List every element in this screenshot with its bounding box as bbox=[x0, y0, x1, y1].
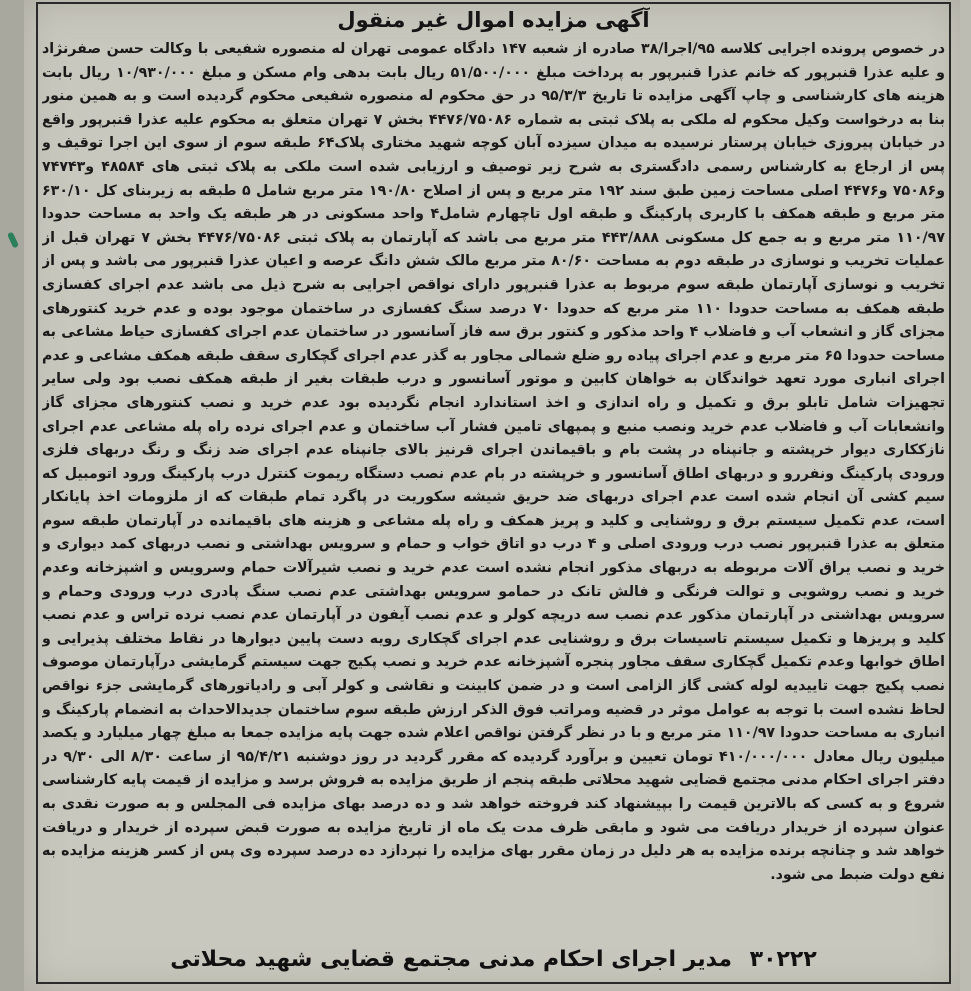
notice-footer bbox=[36, 938, 951, 982]
notice-code: ۳۰۲۲۲ bbox=[749, 947, 817, 972]
notice-signature: مدیر اجرای احکام مدنی مجتمع قضایی شهید محلاتی bbox=[170, 947, 732, 972]
notice-title: آگهی مزایده اموال غیر منقول bbox=[337, 8, 650, 32]
page-edge bbox=[0, 0, 24, 991]
notice-body: در خصوص پرونده اجرایی کلاسه ۹۵/اجرا/۳۸ صادره از شعبه ۱۴۷ دادگاه عمومی تهران له منصوره شفیعی با وکالت حسن صفرنژاد و علیه عذرا قنبرپور که خانم عذرا قنبرپور به پرداخت مبلغ ۵۱/۵۰۰/۰۰۰ ریال بابت بدهی وام مسکن و مبلغ ۱۰/۹۳۰/۰۰۰ ریال بابت هزینه های کارشناسی و چاپ آگهی مزایده تا تاریخ ۹۵/۳/۳ در حق محکوم له منصوره شفیعی محکوم گردیده است و به همین منور بنا به درخواست وکیل محکوم له ملکی به پلاک ثبتی به شماره ۴۴۷۶/۷۵۰۸۶ بخش ۷ تهران متعلق به محکوم علیه عذرا قنبرپور واقع در خیابان پیروزی خیابان پرستار نرسیده به میدان سیزده آبان کوچه شهید مختاری پلاک۶۴ طبقه سوم از سوی این اجرا توقیف و پس از ارجاع به کارشناس رسمی دادگستری به شرح زیر توصیف و ارزیابی شده است ملکی به پلاک ثبتی های ۴۸۵۸۴ و۷۴۷۴۳ و۷۵۰۸۶ و۴۴۷۶ اصلی مساحت زمین طبق سند ۱۹۲ متر مربع و پس از اصلاح ۱۹۰/۸۰ متر مربع شامل ۵ طبقه به زیربنای کل ۶۳۰/۱۰ متر مربع و طبقه همکف با کاربری پارکینگ و طبقه اول تاچهارم شامل۴ واحد مسکونی در هر طبقه یک واحد به مساحت حدودا ۱۱۰/۹۷ متر مربع و به جمع کل مسکونی ۴۴۳/۸۸۸ متر مربع می باشد که آپارتمان به پلاک ثبتی ۴۴۷۶/۷۵۰۸۶ بخش ۷ تهران قبل از عملیات تخریب و نوسازی در طبقه دوم به مساحت ۸۰/۶۰ متر مربع مالک شش دانگ عرصه و اعیان عذرا قنبرپور می باشد و پس از تخریب و نوسازی آپارتمان طبقه سوم مربوط به عذرا قنبرپور دارای نواقص اجرایی به شرح ذیل می باشد عدم اجرای کفسازی طبقه همکف به مساحت حدودا ۱۱۰ متر مربع که حدودا ۷۰ درصد سنگ کفسازی در ساختمان موجود بوده و عدم خرید کنتورهای مجزای گاز و انشعاب آب و فاضلاب ۴ واحد مذکور و کنتور برق سه فاز آسانسور در ساختمان عدم اجرای کفسازی حیاط مشاعی به مساحت حدودا ۶۵ متر مربع و عدم اجرای پیاده رو ضلع شمالی مجاور به گذر عدم اجرای گچکاری سقف طبقه همکف مشاعی و عدم اجرای انباری مورد تعهد خواندگان به خواهان کابین و موتور آسانسور و درب طبقات بغیر از طبقه همکف نصب بود ولی سایر تجهیزات شامل تابلو برق و تکمیل و راه اندازی و اخذ استاندارد انجام نگردیده بود عدم خرید و نصب کنتورهای مجزای گاز وانشعابات آب و فاضلاب عدم خرید ونصب منبع و پمپهای تامین فشار آب ساختمان و عدم اجرای نرده راه پله مشاعی عدم اجرای نازککاری دیوار خرپشته و جانپناه در پشت بام و باقیماندن اجرای قرنیز بالای جانپناه عدم اجرای ضد زنگ و رنگ دربهای فلزی ورودی پارکینگ ونفررو و دربهای اطاق آسانسور و خرپشته در بام عدم نصب دستگاه ریموت کنترل درب پارکینگ ورود اتومبیل که سیم کشی آن انجام شده است عدم اجرای دربهای ضد حریق شیشه سکوریت در پاگرد تمام طبقات که از ملزومات اخذ پایانکار است، عدم تکمیل سیستم برق و روشنایی و کلید و پریز همکف و راه پله مشاعی و هزینه های باقیمانده در آپارتمان طبقه سوم متعلق به عذرا قنبرپور نصب درب ورودی اصلی و ۴ درب دو اتاق خواب و حمام و سرویس بهداشتی و نصب دربهای کمد دیواری و خرید و نصب یراق آلات مربوطه به دربهای مذکور انجام نشده است عدم خرید و نصب شیرآلات حمام وسرویس و اشپزخانه وعدم خرید و نصب روشویی و توالت فرنگی و فالش تانک در حمامو سرویس بهداشتی عدم نصب سنگ پادری درب ورودی وحمام و سرویس بهداشتی در آپارتمان مذکور عدم نصب سه دریچه کولر و عدم نصب آیفون در آپارتمان عدم نصب نرده تراس و عدم نصب کلید و پریزها و تکمیل سیستم تاسیسات برق و روشنایی عدم اجرای گچکاری رویه دست پایین دیوارها در نقاط مختلف پذیرایی و اطاق خوابها وعدم تکمیل گچکاری سقف مجاور پنجره آشپزخانه عدم خرید و نصب پکیج جهت سیستم گرمایشی درآپارتمان موصوف نصب پکیج جهت تاییدیه لوله کشی گاز الزامی است و در ضمن کابینت و نقاشی و کولر آبی و رادیاتورهای گرمایشی جزء نواقص لحاظ نشده است با توجه به عوامل موثر در قضیه ومراتب فوق الذکر ارزش طبقه سوم ساختمان جدیدالاحداث به انضمام پارکینگ و انباری به مساحت حدودا ۱۱۰/۹۷ متر مربع و با در نظر گرفتن نواقص اعلام شده جهت پایه مزایده جمعا به مبلغ چهار میلیارد و یکصد میلیون ریال معادل ۴۱۰/۰۰۰/۰۰۰ تومان تعیین و برآورد گردیده که مقرر گردید در روز دوشنبه ۹۵/۴/۲۱ از ساعت ۸/۳۰ الی ۹/۳۰ در دفتر اجرای احکام مدنی مجتمع قضایی شهید محلاتی طبقه پنجم از طریق مزایده به فروش برسد و مزایده از قیمت پایه کارشناسی شروع و به کسی که بالاترین قیمت را بپیشنهاد کند فروخته خواهد شد و ده درصد بهای مزایده فی المجلس و به صورت نقدی به عنوان سپرده از خریدار دریافت می شود و مابقی ظرف مدت یک ماه از تاریخ مزایده به صورت قبض سپرده از خریدار و دریافت خواهد شد و چنانچه برنده مزایده به هر دلیل در زمان مقرر بهای مزایده را نپردازد ده درصد سپرده وی پس از کسر هزینه مزایده به نفع دولت ضبط می شود. bbox=[42, 41, 945, 883]
